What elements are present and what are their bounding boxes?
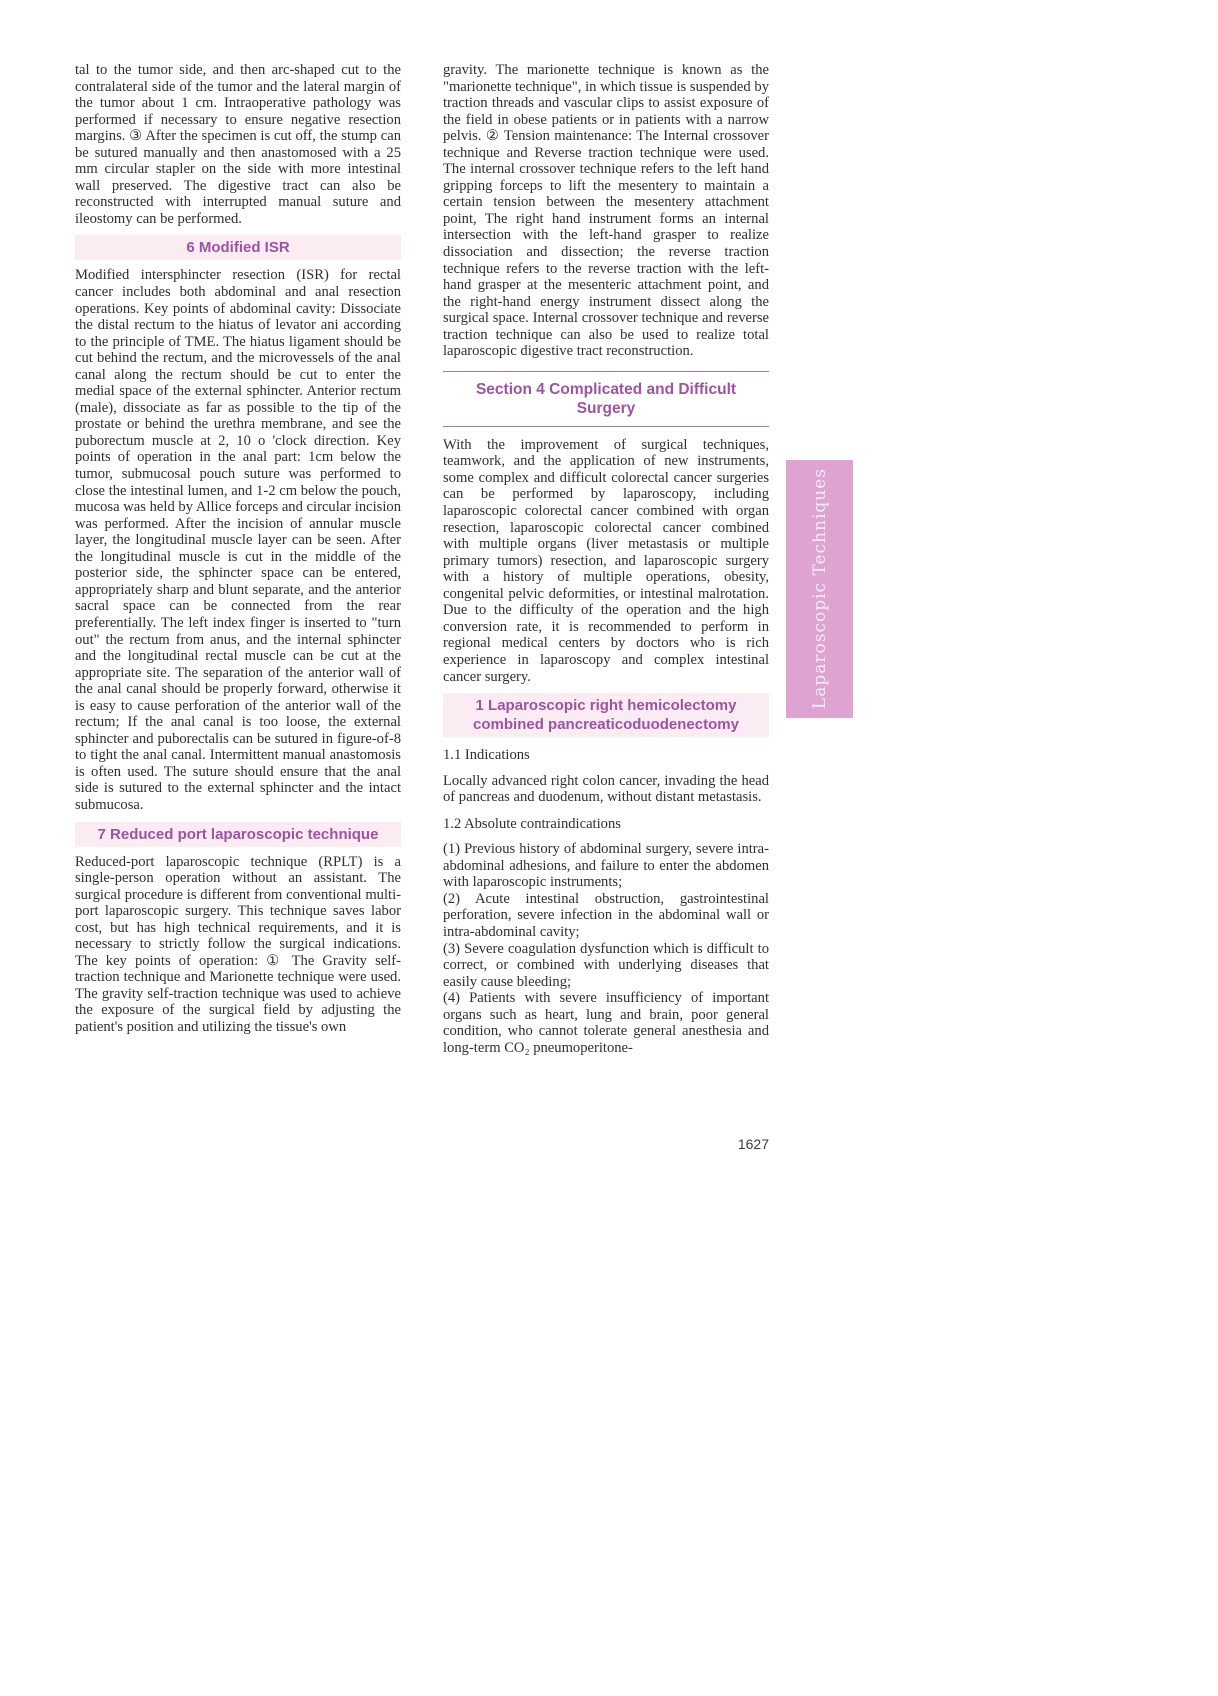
contraindication-item-1: (1) Previous history of abdominal surgery, severe intra-abdominal adhesions, and failure to enter the abdomen with laparoscopic instruments; bbox=[443, 841, 769, 891]
page-number: 1627 bbox=[737, 1136, 769, 1152]
paragraph-continuation-left: tal to the tumor side, and then arc-shaped cut to the contralateral side of the tumor and the lateral margin of the tumor about 1 cm. Intraoperative pathology was performed if necessary to ensure negative resection margins. ③ After the specimen is cut off, the stump can be sutured manually and then anastomosed with a 25 mm circular stapler on the side with more intestinal wall preserved. The digestive tract can also be reconstructed with interrupted manual suture and ileostomy can be performed. bbox=[75, 62, 401, 227]
contraindication-item-2: (2) Acute intestinal obstruction, gastrointestinal perforation, severe infection in the abdominal wall or intra-abdominal cavity; bbox=[443, 890, 769, 940]
heading-7-reduced-port: 7 Reduced port laparoscopic technique bbox=[75, 822, 401, 847]
paragraph-indications: Locally advanced right colon cancer, invading the head of pancreas and duodenum, without distant metastasis. bbox=[443, 772, 769, 806]
paragraph-reduced-port: Reduced-port laparoscopic technique (RPLT) is a single-person operation without an assistant. The surgical procedure is different from conventional multi-port laparoscopic surgery. This technique saves labor cost, but has high technical requirements, and it is necessary to strictly follow the surgical indications. The key points of operation: ① The Gravity self-traction technique and Marionette technique were used. The gravity self-traction technique was used to achieve the exposure of the surgical field by adjusting the patient's position and utilizing the tissue's own bbox=[75, 853, 401, 1035]
right-column bbox=[443, 62, 769, 1056]
subheading-1-2-contraindications: 1.2 Absolute contraindications bbox=[443, 815, 621, 832]
contraindication-item-4: (4) Patients with severe insufficiency of important organs such as heart, lung and brain, poor general condition, who cannot tolerate general anesthesia and long-term CO₂ pneumoperitone- bbox=[443, 990, 769, 1056]
left-column bbox=[75, 62, 401, 1036]
paragraph-continuation-right: gravity. The marionette technique is known as the "marionette technique", in which tissue is suspended by traction threads and vascular clips to assist exposure of the field in obese patients or in patients with a narrow pelvis. ② Tension maintenance: The Internal crossover technique and Reverse traction technique were used. The internal crossover technique refers to the left hand gripping forceps to lift the mesentery to maintain a certain tension between the mesentery attachment point, The right hand instrument forms an internal intersection with the left-hand grasper to realize dissociation and dissection; the reverse traction technique refers to the reverse traction with the left-hand grasper at the mesenteric attachment point, and the right-hand energy instrument dissect along the surgical space. Internal crossover technique and reverse traction technique can also be used to realize total laparoscopic digestive tract reconstruction. bbox=[443, 62, 769, 360]
heading-section-4: Section 4 Complicated and Difficult Surgery bbox=[443, 371, 769, 427]
heading-1-right-hemicolectomy: 1 Laparoscopic right hemicolectomy combined pancreaticoduodenectomy bbox=[443, 693, 769, 737]
heading-6-modified-isr: 6 Modified ISR bbox=[75, 235, 401, 260]
chapter-thumb-tab bbox=[786, 460, 853, 718]
subheading-1-1-indications: 1.1 Indications bbox=[443, 747, 530, 764]
paragraph-section-4-intro: With the improvement of surgical techniques, teamwork, and the application of new instruments, some complex and difficult colorectal cancer surgeries can be performed by laparoscopy, including laparoscopic colorectal cancer combined with organ resection, laparoscopic colorectal cancer combined with multiple organs (liver metastasis or multiple primary tumors) resection, and laparoscopic surgery with a history of multiple operations, obesity, congenital pelvic deformities, or intestinal malrotation. Due to the difficulty of the operation and the high conversion rate, it is recommended to perform in regional medical centers by doctors who is rich experience in laparoscopy and complex intestinal cancer surgery. bbox=[443, 436, 769, 685]
contraindication-item-3: (3) Severe coagulation dysfunction which is difficult to correct, or combined with underlying diseases that easily cause bleeding; bbox=[443, 940, 769, 990]
paragraph-modified-isr: Modified intersphincter resection (ISR) for rectal cancer includes both abdominal and anal resection operations. Key points of abdominal cavity: Dissociate the distal rectum to the hiatus of levator ani according to the principle of TME. The hiatus ligament should be cut behind the rectum, and the microvessels of the anal canal along the rectum should be cut to enter the medial space of the external sphincter. Anterior rectum (male), dissociate as far as possible to the tip of the prostate or behind the urethra membrane, and see the puborectum muscle at 2, 10 o 'clock direction. Key points of operation in the anal part: 1cm below the tumor, submucosal pouch suture was performed to close the intestinal lumen, and 1-2 cm below the pouch, mucosa was held by Allice forceps and circular incision was performed. After the incision of annular muscle layer, the longitudinal muscle layer can be seen. After the longitudinal muscle is cut in the middle of the posterior side, the sphincter space can be entered, appropriately sharp and blunt separate, and the anterior sacral space can be connected from the rear preferentially. The left index finger is inserted to "turn out" the rectum from anus, and the internal sphincter and the longitudinal rectal muscle can be cut at the appropriate site. The separation of the anterior wall of the anal canal should be properly forward, otherwise it is easy to cause perforation of the anterior wall of the rectum; If the anal canal is too loose, the external sphincter and puborectalis can be sutured in figure-of-8 to tight the anal canal. Intermittent manual anastomosis is often used. The suture should ensure that the anal side is sutured to the external sphincter and the intact submucosa. bbox=[75, 267, 401, 813]
chapter-tab-label: Laparoscopic Techniques bbox=[809, 468, 830, 710]
